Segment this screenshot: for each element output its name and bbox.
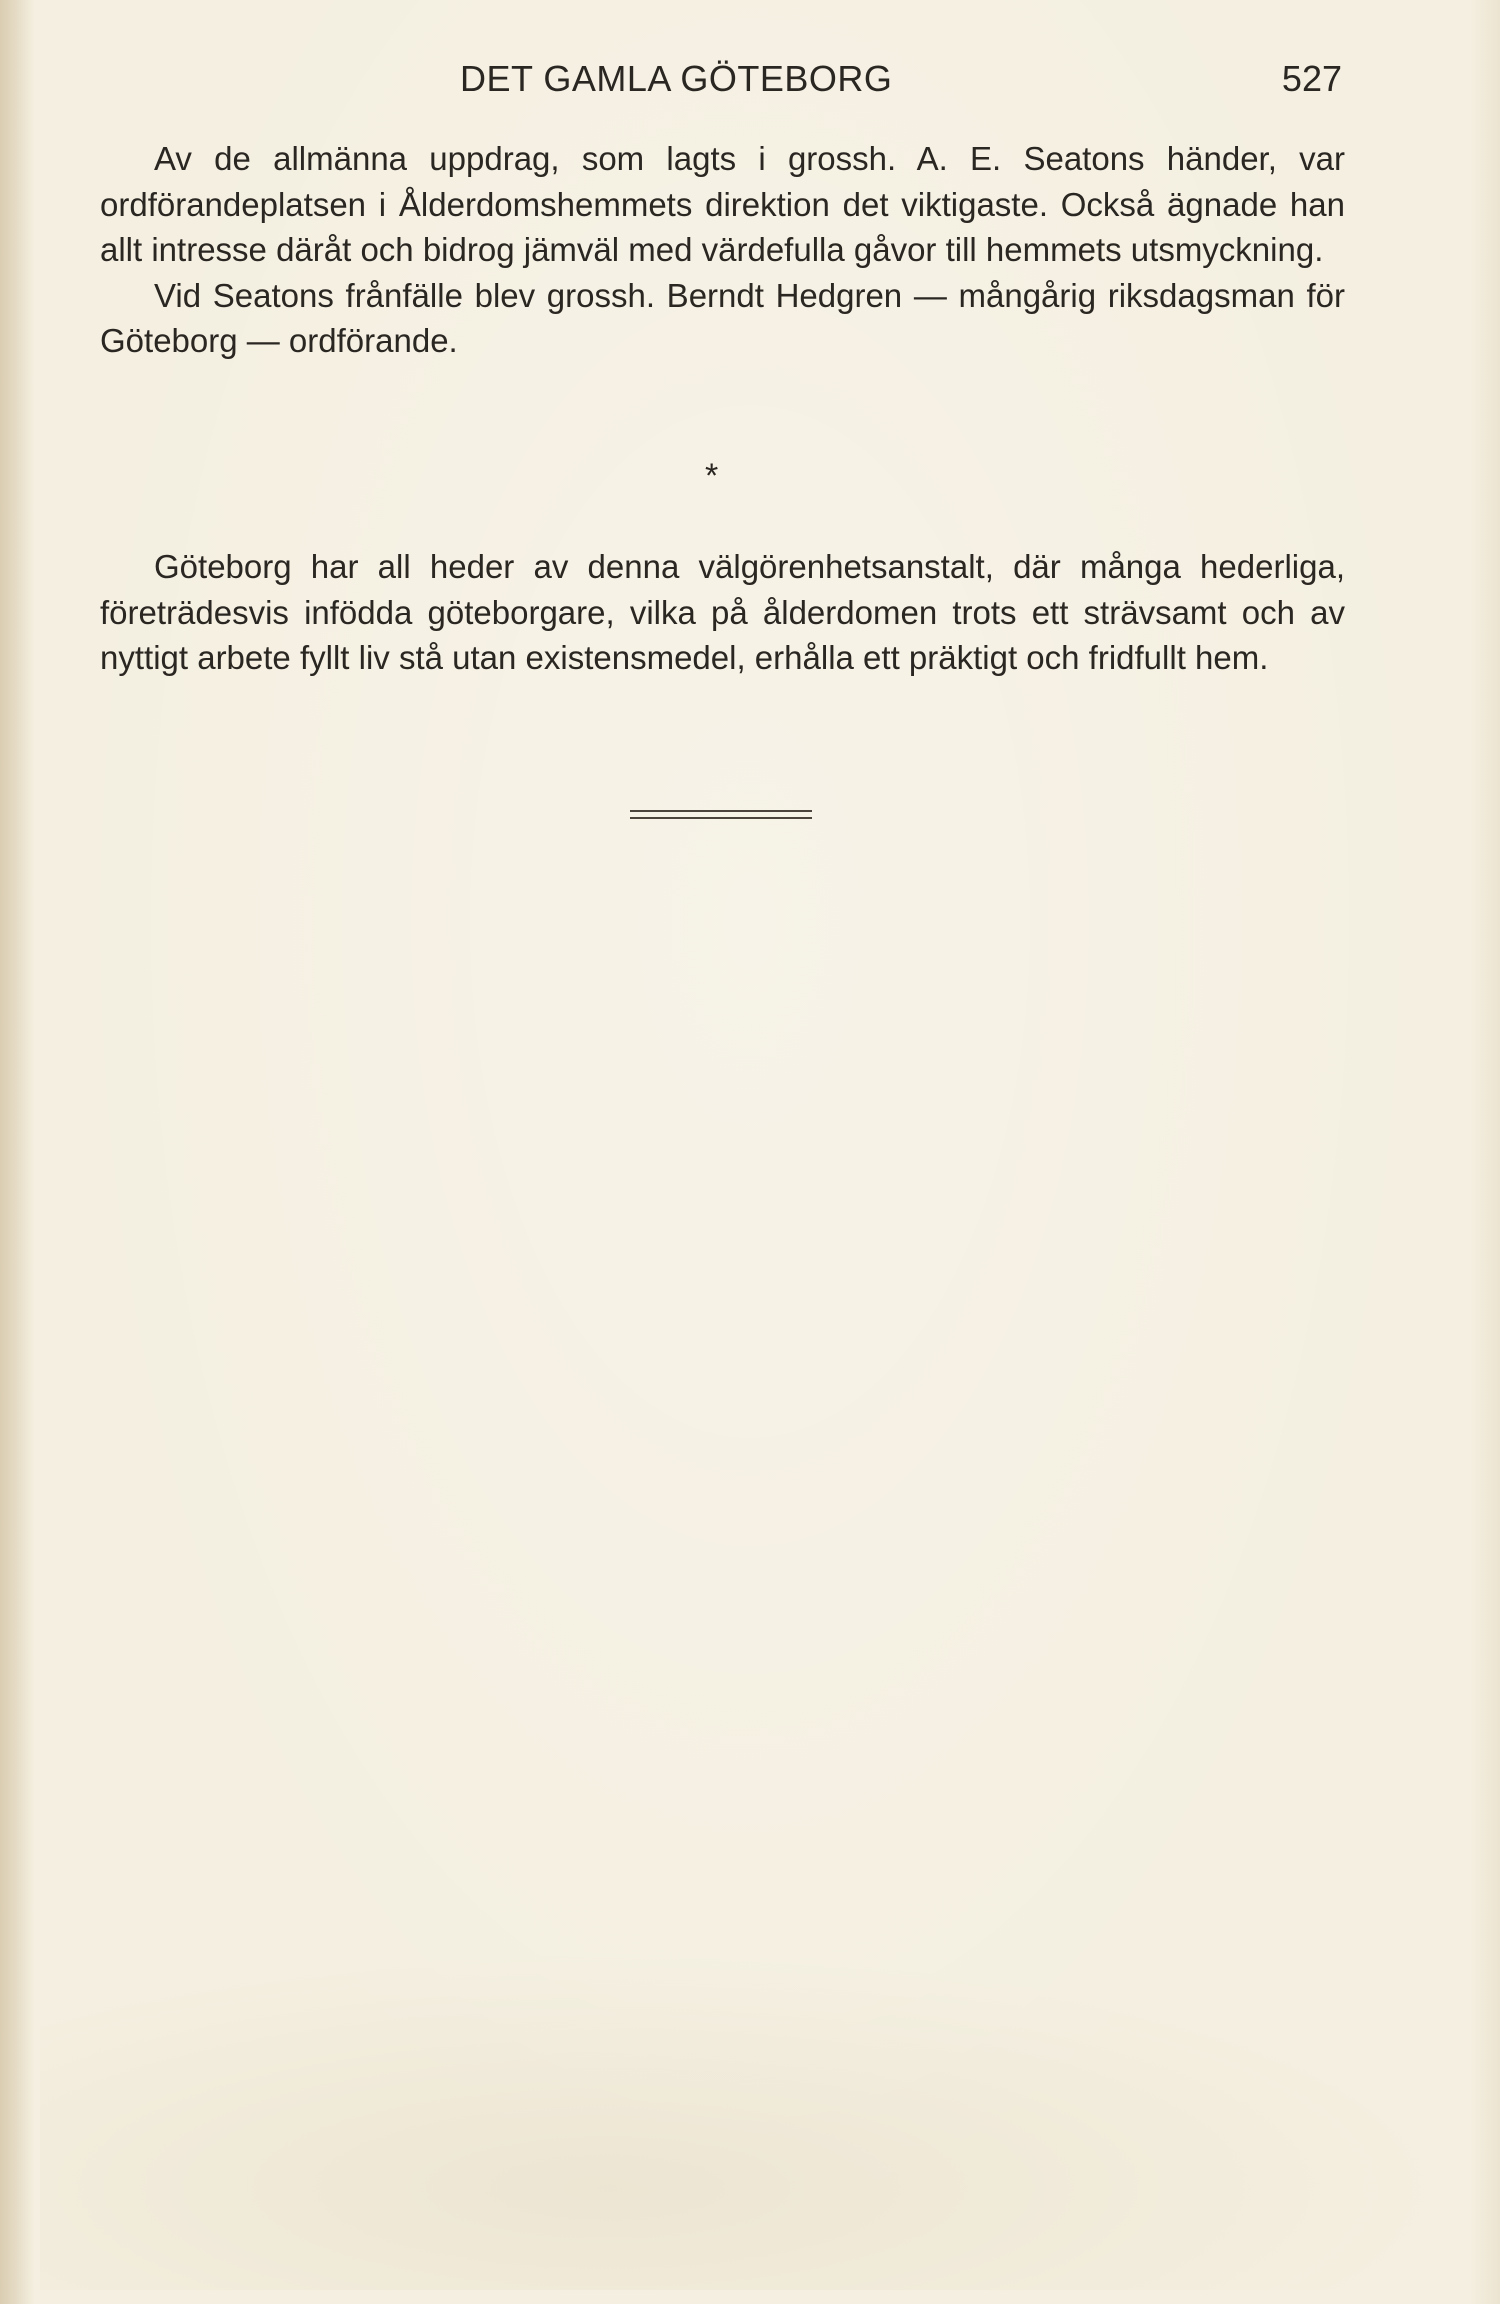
paragraph-3: Göteborg har all heder av denna välgörenhetsanstalt, där många hederliga, företrädesvis infödda göteborgare, vilka på ålderdomen trots ett strävsamt och av nyttigt arbete fyllt liv stå utan existensmedel, erhålla ett präktigt och fridfullt hem. — [100, 548, 1345, 676]
running-title: DET GAMLA GÖTEBORG — [460, 58, 893, 99]
text-block-top — [100, 136, 1345, 364]
rule-line-bottom — [630, 817, 812, 819]
paragraph-1: Av de allmänna uppdrag, som lagts i grossh. A. E. Seatons händer, var ordförandeplatsen i Ålderdomshemmets direktion det viktigaste. Också ägnade han allt intresse däråt och bidrog jämväl med värdefulla gåvor till hemmets utsmyckning. — [100, 140, 1345, 268]
text-block-bottom — [100, 544, 1345, 681]
double-rule-ornament — [630, 810, 812, 820]
paper-stain — [40, 1950, 1460, 2290]
paragraph-2: Vid Seatons frånfälle blev grossh. Berndt Hedgren — mångårig riksdagsman för Göteborg — ordförande. — [100, 276, 1345, 359]
rule-line-top — [630, 810, 812, 812]
page-number: 527 — [1281, 58, 1342, 99]
section-break-asterisk: * — [705, 457, 719, 495]
spine-shadow — [0, 0, 34, 2304]
